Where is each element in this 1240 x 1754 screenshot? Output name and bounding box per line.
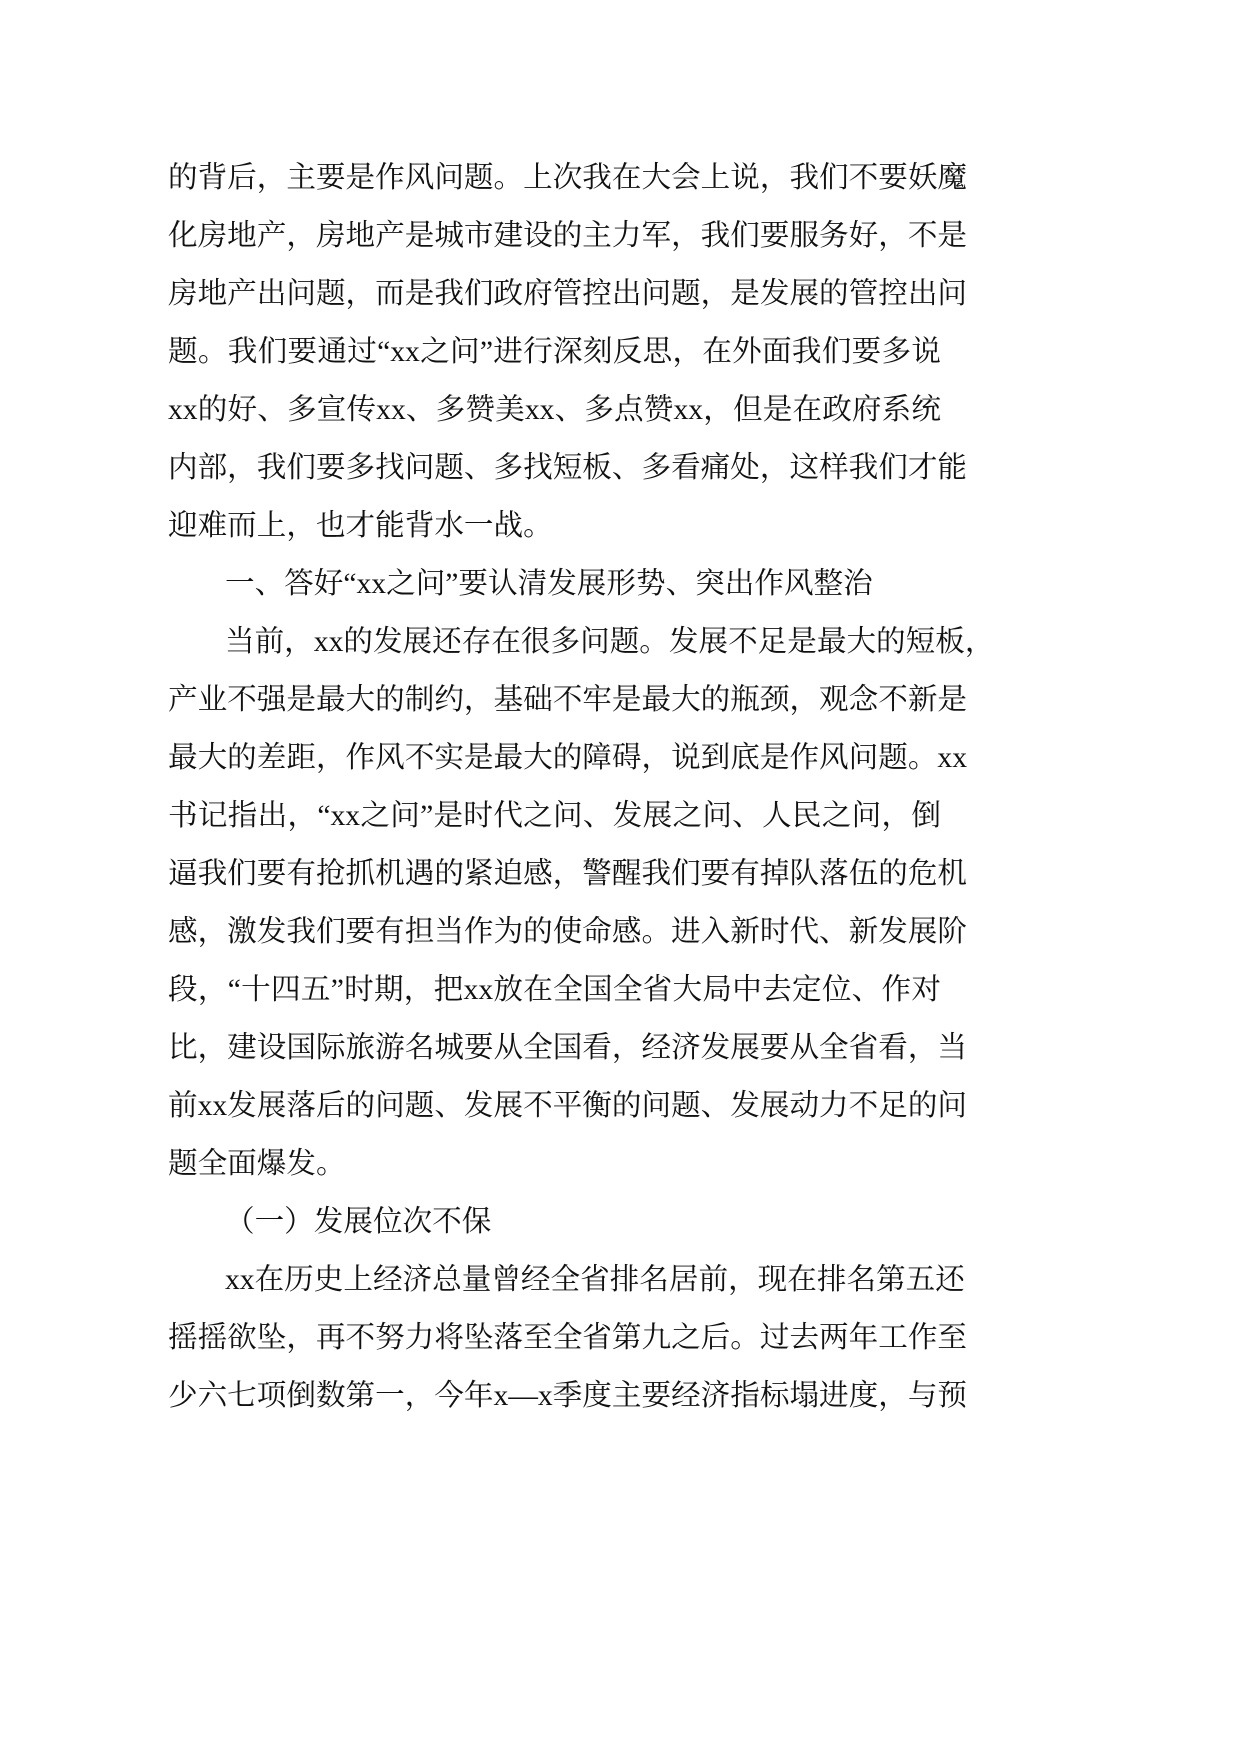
paragraph [168, 613, 995, 1193]
text-line: 少六七项倒数第一，今年x—x季度主要经济指标塌进度，与预 [168, 1380, 968, 1412]
text-line: 化房地产，房地产是城市建设的主力军，我们要服务好，不是 [168, 220, 968, 252]
text-line: 题。我们要通过“xx之问”进行深刻反思，在外面我们要多说 [168, 336, 941, 368]
text-line: 迎难而上，也才能背水一战。 [168, 510, 553, 542]
text-line: （一）发展位次不保 [225, 1206, 492, 1238]
text-line: 的背后，主要是作风问题。上次我在大会上说，我们不要妖魔 [168, 162, 968, 194]
text-line: 逼我们要有抢抓机遇的紧迫感，警醒我们要有掉队落伍的危机 [168, 858, 968, 890]
text-line: 产业不强是最大的制约，基础不牢是最大的瓶颈，观念不新是 [168, 684, 968, 716]
text-line: 最大的差距，作风不实是最大的障碍，说到底是作风问题。xx [168, 742, 968, 774]
text-line: xx的好、多宣传xx、多赞美xx、多点赞xx，但是在政府系统 [168, 394, 941, 426]
text-line: 摇摇欲坠，再不努力将坠落至全省第九之后。过去两年工作至 [168, 1322, 968, 1354]
text-line: 题全面爆发。 [168, 1148, 346, 1180]
text-line: xx在历史上经济总量曾经全省排名居前，现在排名第五还 [225, 1264, 965, 1296]
subsection-heading [168, 1193, 941, 1251]
text-line: 段，“十四五”时期，把xx放在全国全省大局中去定位、作对 [168, 974, 941, 1006]
section-heading [168, 555, 941, 613]
paragraph [168, 1251, 968, 1425]
text-line: 一、答好“xx之问”要认清发展形势、突出作风整治 [225, 568, 873, 600]
text-line: 前xx发展落后的问题、发展不平衡的问题、发展动力不足的问 [168, 1090, 968, 1122]
text-line: 内部，我们要多找问题、多找短板、多看痛处，这样我们才能 [168, 452, 968, 484]
text-line: 感，激发我们要有担当作为的使命感。进入新时代、新发展阶 [168, 916, 968, 948]
text-line: 书记指出，“xx之问”是时代之问、发展之问、人民之问，倒 [168, 800, 941, 832]
document-page-body [168, 149, 995, 1425]
paragraph [168, 149, 968, 555]
text-line: 当前，xx的发展还存在很多问题。发展不足是最大的短板， [225, 626, 995, 658]
text-line: 房地产出问题，而是我们政府管控出问题，是发展的管控出问 [168, 278, 968, 310]
text-line: 比，建设国际旅游名城要从全国看，经济发展要从全省看，当 [168, 1032, 968, 1064]
